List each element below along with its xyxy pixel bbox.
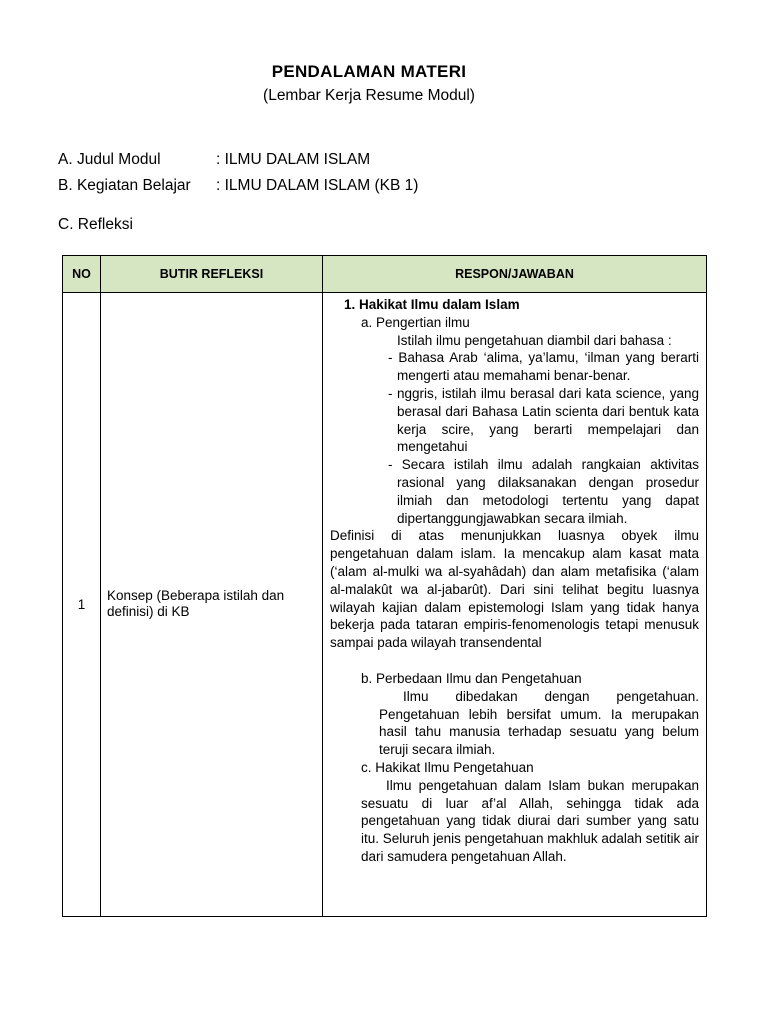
subsection-a-intro: Istilah ilmu pengetahuan diambil dari bahasa : <box>397 332 672 348</box>
bullet-bahasa-arab: - Bahasa Arab ‘alima, ya’lamu, ‘ilman yang berarti mengerti atau memahami benar-benar. <box>388 350 699 384</box>
row-butir-refleksi: Konsep (Beberapa istilah dan definisi) di KB <box>101 293 323 917</box>
judul-modul-label: A. Judul Modul <box>58 151 161 168</box>
table-header-row <box>63 256 707 293</box>
header-no: NO <box>63 256 101 293</box>
refleksi-table <box>62 255 707 917</box>
row-respon-jawaban <box>323 293 707 917</box>
subsection-b-text: Ilmu dibedakan dengan pengetahuan. Pengetahuan lebih bersifat umum. Ia merupakan hasil tahu manusia terhadap sesuatu yang belum teruji secara ilmiah. <box>379 688 699 758</box>
definition-paragraph: Definisi di atas menunjukkan luasnya obyek ilmu pengetahuan dalam islam. Ia mencakup alam kasat mata (‘alam al-mulki wa al-syahâdah) dan alam metafisika (‘alam al-malakût wa al-jabarût). Dari sini telihat begitu luasnya wilayah kajian dalam epistemologi Islam yang tidak hanya bekerja pada tataran empiris-fenomenologis tetapi menusuk sampai pada wilayah transendental <box>330 528 699 651</box>
bullet-inggris: - nggris, istilah ilmu berasal dari kata science, yang berasal dari Bahasa Latin scienta dari bentuk kata kerja scire, yang berarti mempelajari dan mengetahui <box>388 385 699 455</box>
bullet-istilah: - Secara istilah ilmu adalah rangkaian aktivitas rasional yang dilaksanakan dengan prosedur ilmiah dan metodologi tertentu yang dapat dipertanggungjawabkan secara ilmiah. <box>388 457 699 526</box>
judul-modul-value: : ILMU DALAM ISLAM <box>216 151 371 168</box>
page-subtitle: (Lembar Kerja Resume Modul) <box>263 87 475 104</box>
subsection-a-title: a. Pengertian ilmu <box>361 314 470 330</box>
row-number: 1 <box>63 293 101 917</box>
header-respon-jawaban: RESPON/JAWABAN <box>323 256 707 293</box>
section-refleksi-label: C. Refleksi <box>58 216 133 233</box>
table-row <box>63 293 707 917</box>
info-row-kegiatan-belajar <box>58 177 418 195</box>
page-title: PENDALAMAN MATERI <box>271 62 467 81</box>
subsection-c-text: Ilmu pengetahuan dalam Islam bukan merupakan sesuatu di luar af’al Allah, sehingga tidak ada pengetahuan yang tidak diurai dari sumber yang satu itu. Seluruh jenis pengetahuan makhluk adalah setitik air dari samudera pengetahuan Allah. <box>361 777 699 864</box>
subsection-c-title: c. Hakikat Ilmu Pengetahuan <box>361 759 534 775</box>
info-row-judul-modul <box>58 151 370 169</box>
kegiatan-belajar-value: : ILMU DALAM ISLAM (KB 1) <box>216 177 419 194</box>
kegiatan-belajar-label: B. Kegiatan Belajar <box>58 177 191 194</box>
header-butir-refleksi: BUTIR REFLEKSI <box>101 256 323 293</box>
section-heading-hakikat-ilmu: 1. Hakikat Ilmu dalam Islam <box>344 297 520 312</box>
subsection-b-title: b. Perbedaan Ilmu dan Pengetahuan <box>361 670 582 686</box>
